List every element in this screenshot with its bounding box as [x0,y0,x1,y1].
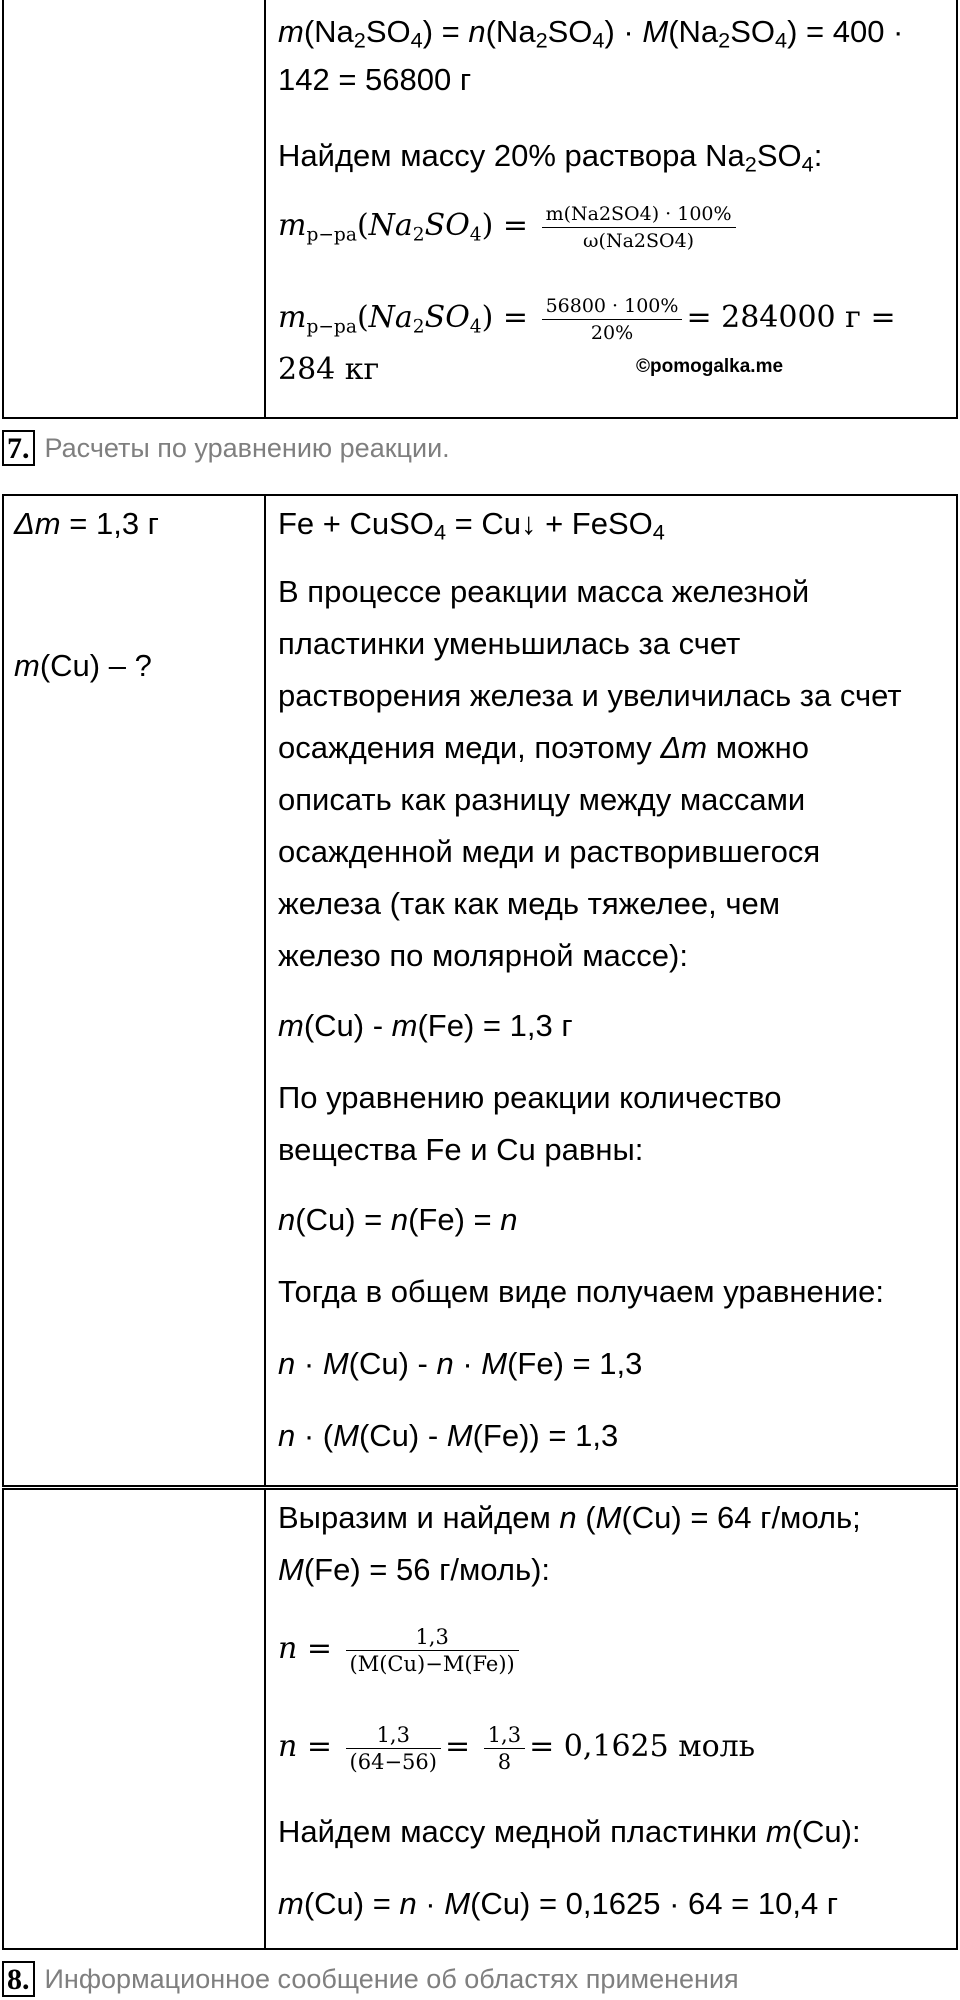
express-n-line-2: M(Fe) = 56 г/моль): [278,1552,551,1587]
fraction-denominator: ω(Na2SO4) [583,229,695,252]
explanation-line-2: пластинки уменьшилась за счет [278,626,741,661]
formula-fraction [542,201,736,254]
solution-mass-formula: mр−ра(Na2SO4) = $\frac{m(Na2SO4) \cdot 100\%}{\omega(Na2SO4)}$ [278,196,942,266]
calc-result-kg: 284 кг [278,352,380,387]
section-7-header [2,427,450,469]
given-column [4,0,266,417]
find-copper-mass-text: Найдем массу медной пластинки m(Cu): [278,1814,861,1849]
fraction-numerator: 1,3 [484,1722,525,1749]
find-mass-cu: m(Cu) – ? [14,648,152,683]
solution-table-part2 [2,494,958,1487]
fraction-denominator: 8 [497,1749,512,1774]
fraction-numerator: 1,3 [346,1624,519,1651]
given-column [4,496,266,1485]
n-fraction [346,1624,519,1677]
section-number: 7. [2,430,35,466]
section-title: Информационное сообщение об областях применения [44,1963,739,1994]
general-equation-text: Тогда в общем виде получаем уравнение: [278,1274,884,1309]
solution-table-part3 [2,1488,958,1950]
explanation-line-4: осаждения меди, поэтому Δm можно [278,730,809,765]
solution-column [266,0,956,417]
section-number: 8. [2,1961,35,1997]
general-equation-1: n · M(Cu) - n · M(Fe) = 1,3 [278,1346,643,1381]
mass-difference-equation: m(Cu) - m(Fe) = 1,3 г [278,1008,573,1043]
fraction-denominator: (64−56) [349,1749,437,1774]
explanation-line-1: В процессе реакции масса железной [278,574,810,609]
fraction-numerator: m(Na2SO4) · 100% [542,201,736,228]
given-delta-m: Δm = 1,3 г [14,506,159,541]
calc-fraction [542,293,683,346]
given-column [4,1490,266,1948]
fraction-denominator: (M(Cu)−M(Fe)) [349,1651,515,1676]
explanation-line-3: растворения железа и увеличилась за счет [278,678,902,713]
explanation-line-8: железо по молярной массе): [278,938,688,973]
fraction-numerator: 1,3 [346,1722,441,1749]
mass-formula-line: $m(Na_2SO_4) = n(Na_2SO_4) \cdot M(Na_2SO_4) = 400$ · [278,14,904,53]
fraction-numerator: 56800 · 100% [542,293,683,320]
n-formula: n = $\frac{1,3}{(M(Cu)-M(Fe))}$ [278,1614,942,1684]
stoich-text-2: вещества Fe и Cu равны: [278,1132,644,1167]
n-calc-fraction-1 [346,1722,441,1775]
explanation-line-5: описать как разницу между массами [278,782,806,817]
n-result: = 0,1625 моль [529,1729,756,1764]
watermark: ©pomogalka.me [636,356,784,377]
stoich-text-1: По уравнению реакции количество [278,1080,782,1115]
copper-mass-result: m(Cu) = n · M(Cu) = 0,1625 · 64 = 10,4 г [278,1886,839,1921]
general-equation-2: n · (M(Cu) - M(Fe)) = 1,3 [278,1418,619,1453]
solution-column [266,1490,956,1948]
explanation-line-6: осажденной меди и растворившегося [278,834,821,869]
express-n-line-1: Выразим и найдем n (M(Cu) = 64 г/моль; [278,1500,861,1535]
explanation-line-7: железа (так как медь тяжелее, чем [278,886,781,921]
solution-column [266,496,956,1485]
find-solution-mass-text: Найдем массу 20% раствора $Na_2SO_4$: [278,138,823,177]
calc-result: = 284000 г = [686,300,896,335]
n-calc-fraction-2 [484,1722,525,1775]
moles-equal-equation: n(Cu) = n(Fe) = n [278,1202,518,1237]
section-8-header [2,1958,739,2000]
reaction-equation: Fe + CuSO$_4$ = Cu↓ + FeSO$_4$ [278,506,665,545]
n-calculation: n = $\frac{1,3}{(64-56)}$ = $\frac{1,3}{8}$ = 0,1625 моль [278,1722,756,1774]
mass-result-line: 142 = 56800 г [278,62,472,97]
fraction-denominator: 20% [590,321,634,344]
section-title: Расчеты по уравнению реакции. [44,432,450,463]
solution-mass-calc: mр−ра(Na2SO4) = $\frac{56800 \cdot 100\%}{20\%}$ = 284000 г = [278,294,896,344]
solution-table-part1 [2,0,958,419]
